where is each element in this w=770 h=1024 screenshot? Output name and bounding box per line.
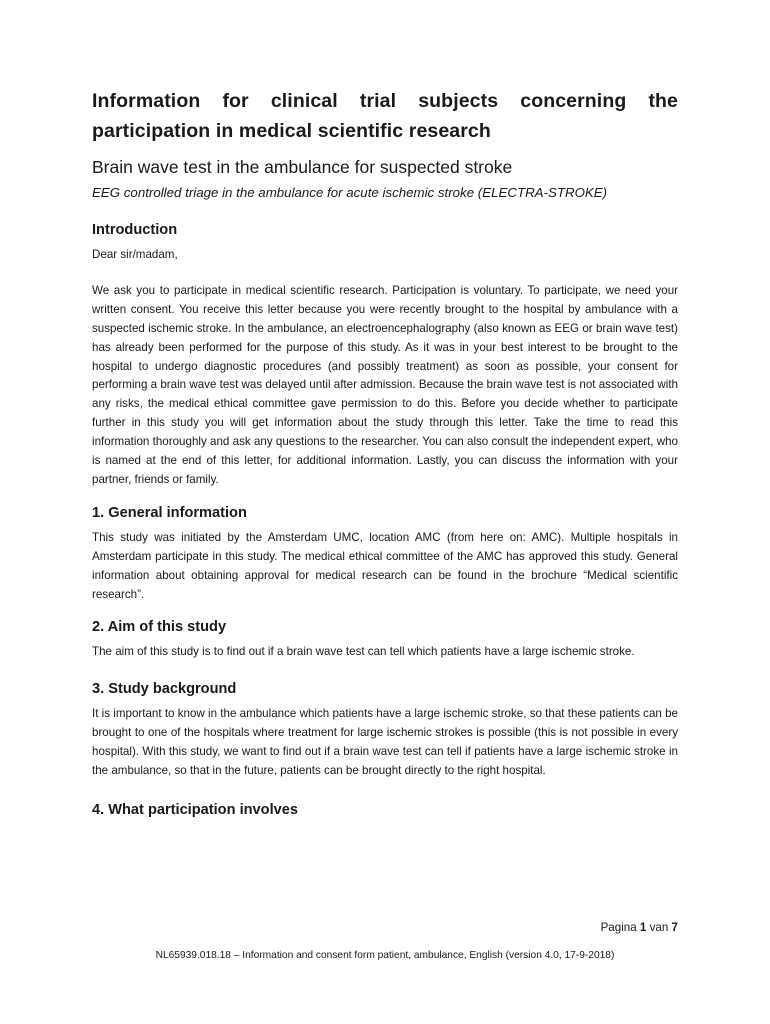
general-information-paragraph: This study was initiated by the Amsterdam UMC, location AMC (from here on: AMC). Multiple hospitals in Amsterdam participate in this study. The medical ethical committee of the AMC has approved this study. General information about obtaining approval for medical research can be found in the brochure “Medical scientific research”. (92, 530, 678, 601)
aim-paragraph: The aim of this study is to find out if a brain wave test can tell which patients have a large ischemic stroke. (92, 644, 635, 658)
salutation: Dear sir/madam, (92, 248, 178, 261)
document-subtitle: Brain wave test in the ambulance for suspected stroke (92, 157, 513, 177)
study-name: EEG controlled triage in the ambulance for acute ischemic stroke (ELECTRA-STROKE) (92, 185, 608, 200)
document-page (92, 86, 678, 820)
page-number-separator: van (649, 921, 669, 934)
background-paragraph: It is important to know in the ambulance which patients have a large ischemic stroke, so that these patients can be brought to one of the hospitals where treatment for large ischemic strokes is possible (this is not possible in every hospital). With this study, we want to find out if a brain wave test can tell if patients have a large ischemic stroke in the ambulance, so that in the future, patients can be brought directly to the right hospital. (92, 707, 678, 778)
participation-heading: 4. What participation involves (92, 802, 298, 819)
introduction-paragraph: We ask you to participate in medical scientific research. Participation is voluntary. To participate, we need your written consent. You receive this letter because you were recently brought to the hospital by ambulance with a suspected ischemic stroke. In the ambulance, an electroencephalography (also known as EEG or brain wave test) has already been performed for the purpose of this study. As it was in your best interest to be brought to the hospital to undergo diagnostic procedures (and possibly treatment) as soon as possible, your consent for performing a brain wave test was delayed until after admission. Because the brain wave test is not associated with any risks, the medical ethical committee gave permission to do this. Before you decide whether to participate further in this study you will get information about the study through this letter. Take the time to read this information thoroughly and ask any questions to the researcher. You can also consult the independent expert, who is named at the end of this letter, for additional information. Lastly, you can discuss the information with your partner, friends or family. (92, 283, 678, 486)
page-number-prefix: Pagina (600, 921, 637, 934)
page-number-total: 7 (671, 921, 678, 934)
page-number-current: 1 (639, 921, 647, 934)
background-heading: 3. Study background (92, 681, 237, 698)
introduction-heading: Introduction (92, 222, 178, 238)
general-information-heading: 1. General information (92, 504, 247, 521)
document-footer: NL65939.018.18 – Information and consent form patient, ambulance, English (version 4.0, 17-9-2018) (155, 950, 615, 961)
document-title: Information for clinical trial subjects concerning the participation in medical scientific research (92, 90, 678, 142)
aim-heading: 2. Aim of this study (92, 618, 227, 635)
page-number (601, 920, 678, 936)
